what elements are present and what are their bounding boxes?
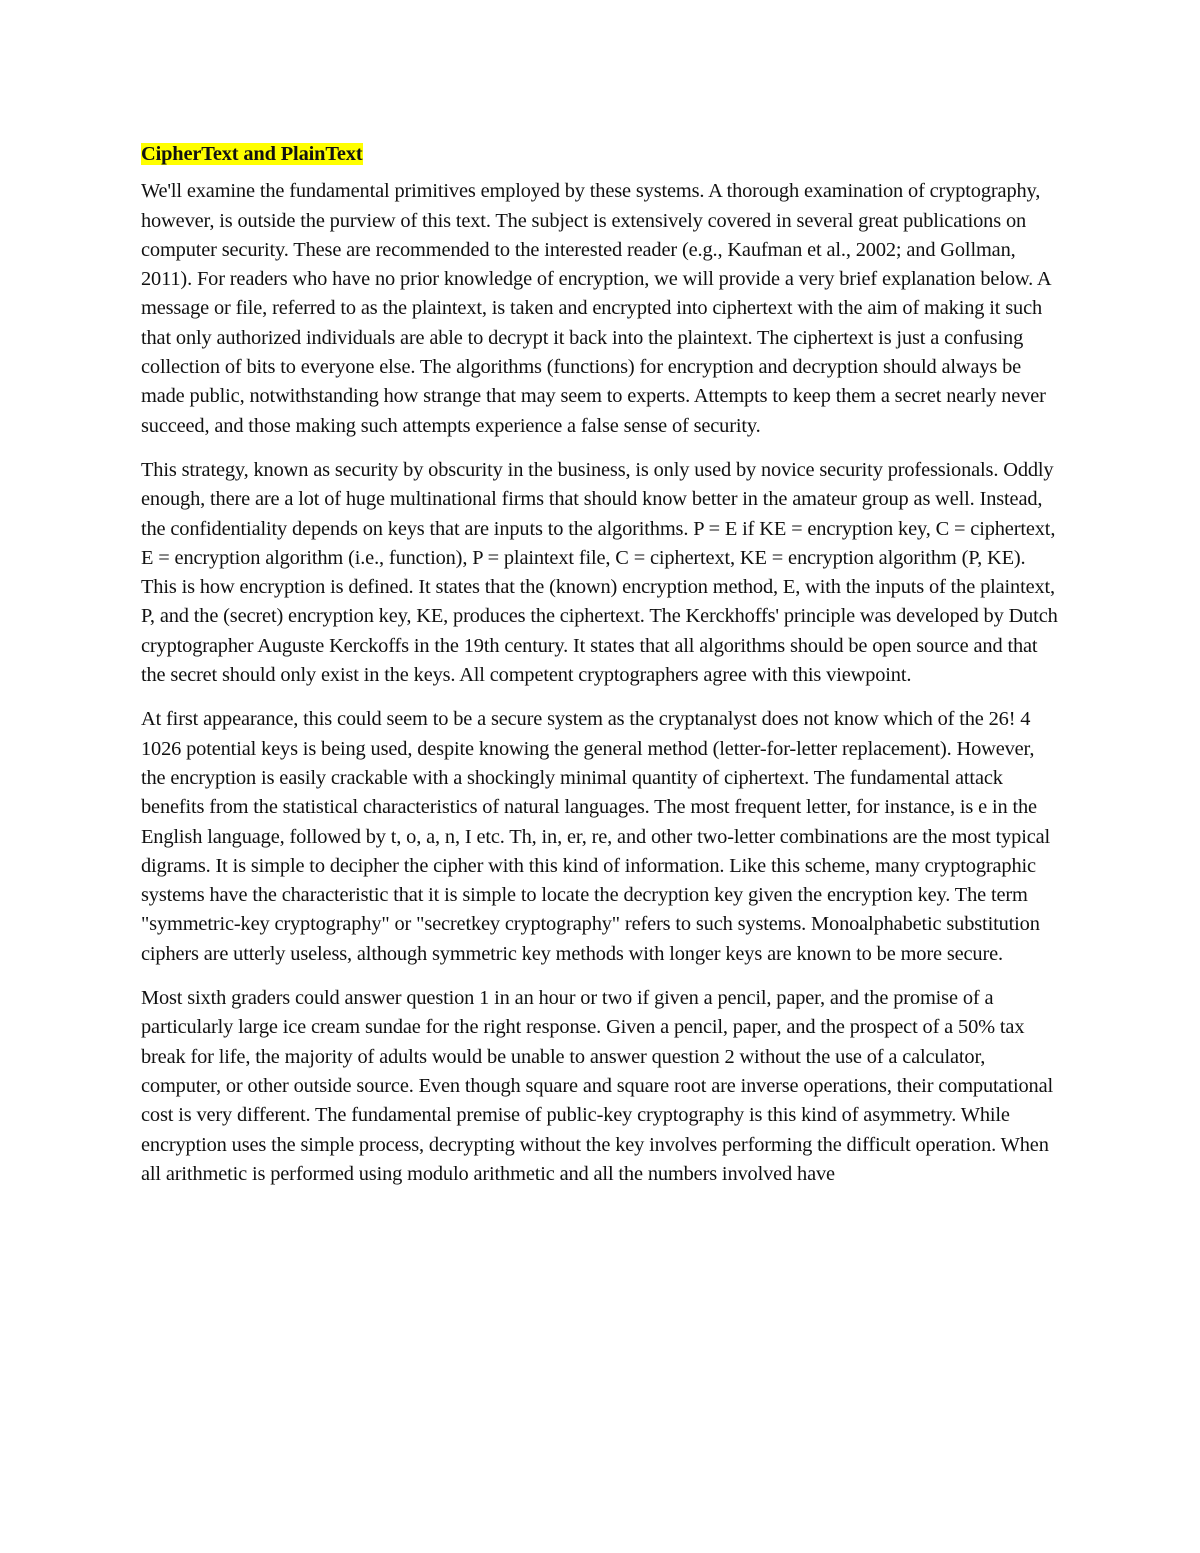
- highlighted-title-text: CipherText and PlainText: [141, 143, 363, 165]
- paragraph-4: Most sixth graders could answer question 1 in an hour or two if given a pencil, paper, and the promise of a particularly large ice cream sundae for the right response. Given a pencil, paper, and the prospect of a 50% tax break for life, the majority of adults would be unable to answer question 2 without the use of a calculator, computer, or other outside source. Even though square and square root are inverse operations, their computational cost is very different. The fundamental premise of public-key cryptography is this kind of asymmetry. While encryption uses the simple process, decrypting without the key involves performing the difficult operation. When all arithmetic is performed using modulo arithmetic and all the numbers involved have: [141, 987, 1053, 1185]
- document-title: [141, 140, 1061, 169]
- document-body: [141, 140, 1061, 1204]
- paragraph-2: This strategy, known as security by obscurity in the business, is only used by novice security professionals. Oddly enough, there are a lot of huge multinational firms that should know better in the amateur group as well. Instead, the confidentiality depends on keys that are inputs to the algorithms. P = E if KE = encryption key, C = ciphertext, E = encryption algorithm (i.e., function), P = plaintext file, C = ciphertext, KE = encryption algorithm (P, KE). This is how encryption is defined. It states that the (known) encryption method, E, with the inputs of the plaintext, P, and the (secret) encryption key, KE, produces the ciphertext. The Kerckhoffs' principle was developed by Dutch cryptographer Auguste Kerckoffs in the 19th century. It states that all algorithms should be open source and that the secret should only exist in the keys. All competent cryptographers agree with this viewpoint.: [141, 458, 1058, 687]
- paragraph-3: At first appearance, this could seem to be a secure system as the cryptanalyst does not know which of the 26! 4 1026 potential keys is being used, despite knowing the general method (letter-for-letter replacement). However, the encryption is easily crackable with a shockingly minimal quantity of ciphertext. The fundamental attack benefits from the statistical characteristics of natural languages. The most frequent letter, for instance, is e in the English language, followed by t, o, a, n, I etc. Th, in, er, re, and other two-letter combinations are the most typical digrams. It is simple to decipher the cipher with this kind of information. Like this scheme, many cryptographic systems have the characteristic that it is simple to locate the decryption key given the encryption key. The term "symmetric-key cryptography" or "secretkey cryptography" refers to such systems. Monoalphabetic substitution ciphers are utterly useless, although symmetric key methods with longer keys are known to be more secure.: [141, 708, 1051, 965]
- paragraph-1: We'll examine the fundamental primitives employed by these systems. A thorough examination of cryptography, however, is outside the purview of this text. The subject is extensively covered in several great publications on computer security. These are recommended to the interested reader (e.g., Kaufman et al., 2002; and Gollman, 2011). For readers who have no prior knowledge of encryption, we will provide a very brief explanation below. A message or file, referred to as the plaintext, is taken and encrypted into ciphertext with the aim of making it such that only authorized individuals are able to decrypt it back into the plaintext. The ciphertext is just a confusing collection of bits to everyone else. The algorithms (functions) for encryption and decryption should always be made public, notwithstanding how strange that may seem to experts. Attempts to keep them a secret nearly never succeed, and those making such attempts experience a false sense of security.: [141, 180, 1051, 437]
